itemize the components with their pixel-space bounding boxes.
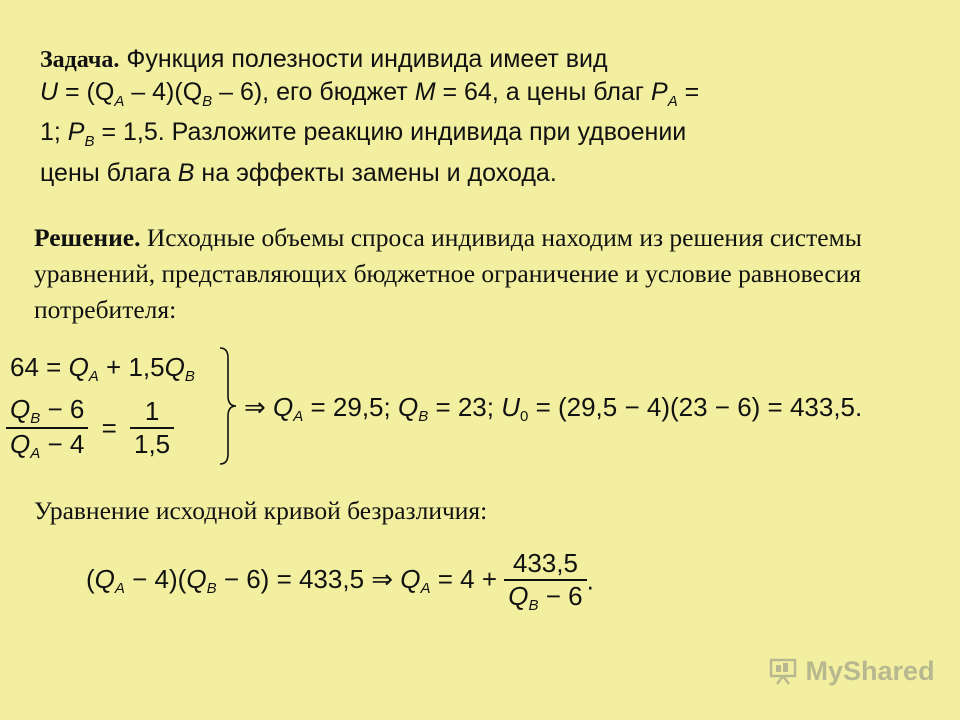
var-U: U [501,392,520,422]
var-Q: Q [10,429,31,459]
solution-paragraph [34,220,934,328]
fraction-denominator [6,427,88,462]
sub-B: B [528,597,539,614]
sub-B: B [184,368,195,385]
eq-text: = 23; [428,392,502,422]
sub-zero: 0 [520,408,529,425]
var-Q: Q [10,394,31,424]
var-Q: Q [164,352,185,382]
implies-arrow: ⇒ [244,392,266,422]
sub-A: A [114,92,125,110]
implies-arrow: ⇒ [371,563,401,594]
var-Q: Q [94,563,115,594]
var-Q: Q [397,392,419,422]
var-P: P [67,118,85,146]
system-eq2 [6,394,174,462]
solution-label: Решение. [34,223,141,252]
period: . [586,565,594,596]
watermark-text: MyShared [805,656,935,686]
var-U: U [40,77,59,106]
task-text: = 64, а цены благ [435,77,651,106]
var-M: M [414,77,436,106]
eq-text: − 6) = 433,5 [216,563,372,594]
task-text: цены блага [40,158,178,187]
sub-B: B [84,133,95,150]
var-Q: Q [273,392,294,422]
sub-A: A [114,579,125,597]
task-text: на эффекты замены и дохода. [194,158,557,187]
var-B: B [177,158,195,187]
sub-A: A [667,92,678,110]
task-text: = [677,77,700,106]
sub-B: B [418,408,429,425]
fraction-numerator: 1 [144,396,160,426]
curve-fraction [504,548,586,614]
sub-A: A [293,408,304,425]
fraction-numerator: 433,5 [512,548,578,578]
task-line1: Функция полезности индивида имеет вид [119,45,608,73]
fraction-right [130,396,174,460]
fraction-denominator [504,579,586,614]
solution-text: Исходные объемы спроса индивида находим из решения системы уравнений, представляющих бюджетное ограничение и условие равновесия потребителя: [34,223,862,324]
eq-text: = (29,5 − 4)(23 − 6) = 433,5. [528,392,863,422]
paren: ( [86,563,95,594]
watermark [768,656,935,687]
eq-text: − 6 [538,581,583,611]
sub-A: A [30,445,41,462]
eq-text: = 29,5; [303,392,398,422]
fraction-denominator: 1,5 [130,427,174,460]
task-text: – 4)(Q [124,77,203,106]
system-eq1 [10,352,195,385]
fraction-left [6,394,88,462]
sub-B: B [202,92,213,110]
task-text: – 6), его бюджет [212,77,415,106]
eq-text: − 4)( [124,563,187,594]
task-text: 1; [40,118,68,146]
var-Q: Q [508,581,529,611]
eq-text: − 6 [40,394,85,424]
var-Q: Q [186,563,207,594]
task-text: = (Q [58,77,115,106]
curve-equation [86,548,594,614]
task-text: = 1,5. Разложите реакцию индивида при удвоении [94,118,687,146]
system-brace [216,346,238,466]
equals-sign: = [101,412,117,443]
var-P: P [651,77,668,106]
task-label: Задача. [40,47,120,73]
var-Q: Q [68,352,89,382]
fraction-numerator [6,394,88,427]
eq-text: − 4 [40,429,85,459]
eq-text: + 1,5 [98,352,165,382]
sub-B: B [206,579,217,597]
var-Q: Q [400,563,421,594]
curve-heading: Уравнение исходной кривой безразличия: [34,496,488,525]
system-result [244,392,862,425]
sub-B: B [30,410,41,427]
eq-text: = 4 + [430,563,505,594]
sub-A: A [420,579,431,597]
presentation-icon [768,656,798,686]
sub-A: A [88,368,99,385]
task-statement [40,44,940,189]
eq-text: 64 = [10,352,69,382]
